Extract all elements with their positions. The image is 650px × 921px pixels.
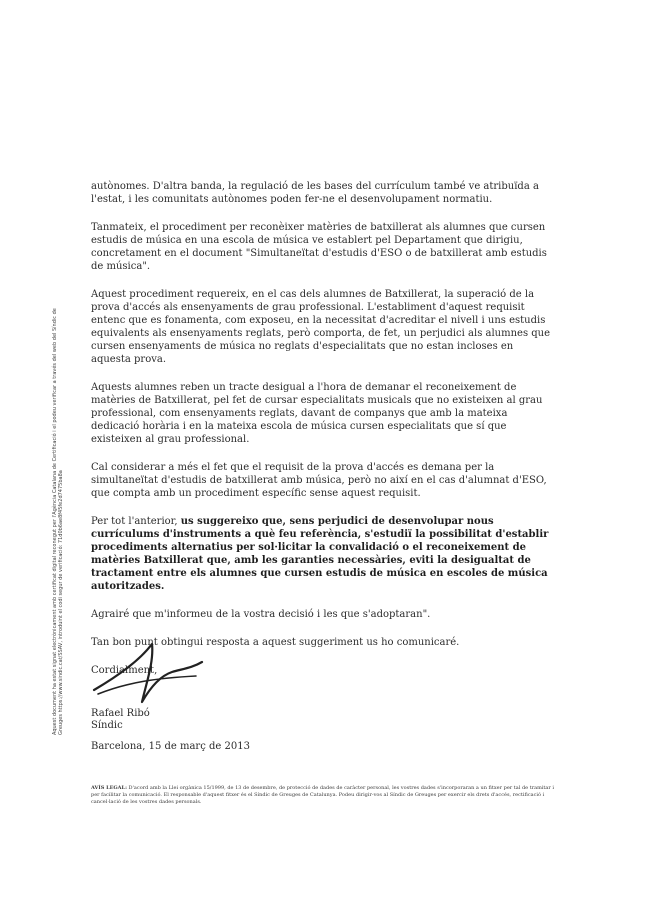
signer-block <box>91 708 150 732</box>
signer-name: Rafael Ribó <box>91 708 150 719</box>
legal-notice <box>91 785 561 806</box>
legal-label: AVÍS LEGAL: <box>91 785 127 791</box>
suggestion-paragraph <box>91 515 551 593</box>
paragraph: Aquest procediment requereix, en el cas dels alumnes de Batxillerat, la superació de la prova d'accés als ensenyaments de grau professional. L'establiment d'aquest requisit entenc que es fonamenta, com exposeu, en la necessitat d'acreditar el nivell i uns estudis equivalents als ensenyaments reglats, però comporta, de fet, un perjudici als alumnes que cursen ensenyaments de música no reglats d'especialitats que no estan incloses en aquesta prova. <box>91 289 551 365</box>
paragraph: autònomes. D'altra banda, la regulació de les bases del currículum també ve atribuïda a l'estat, i les comunitats autònomes poden fer-ne el desenvolupament normatiu. <box>91 181 539 205</box>
place-date: Barcelona, 15 de març de 2013 <box>91 741 250 752</box>
closing-greeting: Cordialment, <box>91 665 158 676</box>
paragraph: Tanmateix, el procediment per reconèixer matèries de batxillerat als alumnes que cursen estudis de música en una escola de música ve establert pel Departament que dirigiu, concretament en el document "Simultaneïtat d'estudis d'ESO o de batxillerat amb estudis de música". <box>91 222 547 272</box>
suggestion-lead: Per tot l'anterior, <box>91 516 181 527</box>
handwritten-signature <box>88 632 208 712</box>
paragraph: Cal considerar a més el fet que el requisit de la prova d'accés es demana per la simultaneïtat d'estudis de batxillerat amb música, però no així en el cas d'alumnat d'ESO, que compta amb un procediment específic sense aquest requisit. <box>91 462 547 499</box>
signer-role: Síndic <box>91 720 123 731</box>
verification-side-note: Aquest document ha estat signat electrònicament amb certificat digital reconegut per l'Agència Catalana de Certificació i el podeu verificar a través del web del Síndic de Greuges https://www.sindic.cat/SSAV, introduint el codi segur de verificació: 71d0b6ae8f45fe2d7475ba8a <box>52 308 64 735</box>
closing-paragraph: Agrairé que m'informeu de la vostra decisió i les que s'adoptaran". <box>91 609 431 620</box>
legal-text: D'acord amb la Llei orgànica 15/1999, de 13 de desembre, de protecció de dades de caràcter personal, les vostres dades s'incorporaran a un fitxer per tal de tramitar i per facilitar la comunicació. El responsable d'aquest fitxer és el Síndic de Greuges de Catalunya. Podeu dirigir-vos al Síndic de Greuges per exercir els drets d'accés, rectificació i cancel·lació de les vostres dades personals. <box>91 785 554 805</box>
letter-body <box>91 180 551 692</box>
paragraph: Aquests alumnes reben un tracte desigual a l'hora de demanar el reconeixement de matèries de Batxillerat, pel fet de cursar especialitats musicals que no existeixen al grau professional, com ensenyaments reglats, davant de companys que amb la mateixa dedicació horària i en la mateixa escola de música cursen especialitats que sí que existeixen al grau professional. <box>91 382 543 445</box>
suggestion-bold: us suggereixo que, sens perjudici de desenvolupar nous currículums d'instruments a què feu referència, s'estudiï la possibilitat d'establir procediments alternatius per sol·licitar la convalidació o el reconeixement de matèries Batxillerat que, amb les garanties necessàries, eviti la desigualtat de tractament entre els alumnes que cursen estudis de música en escoles de música autoritzades. <box>91 516 549 592</box>
closing-paragraph: Tan bon punt obtingui resposta a aquest suggeriment us ho comunicaré. <box>91 637 460 648</box>
